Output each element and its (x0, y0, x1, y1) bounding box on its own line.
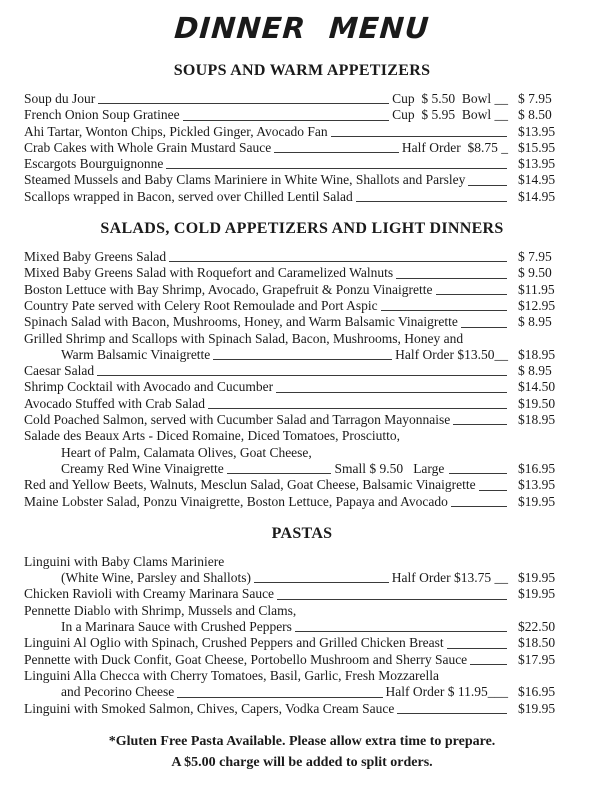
item-price: $ 8.95 (518, 363, 552, 379)
menu-item-line (24, 586, 562, 602)
leader-line (468, 172, 507, 185)
leader-line (331, 124, 507, 137)
menu-item (24, 156, 562, 172)
menu-item-line (24, 461, 562, 477)
item-option-price: Cup $ 5.95 Bowl __ (392, 107, 508, 123)
menu-item-line (24, 668, 562, 684)
menu-item (24, 314, 562, 330)
item-option-price: Small $ 9.50 Large (334, 460, 445, 476)
menu-item (24, 428, 562, 477)
menu-item-line (24, 570, 562, 586)
item-price: $15.95 (518, 139, 556, 155)
menu-item-list (0, 249, 604, 510)
item-name: Cold Poached Salmon, served with Cucumber Salad and Tarragon Mayonnaise (24, 412, 451, 428)
leader-line (451, 494, 507, 507)
menu-item (24, 379, 562, 395)
item-price: $17.95 (518, 651, 556, 667)
menu-item (24, 701, 562, 717)
menu-item-line (24, 494, 562, 510)
item-name: Maine Lobster Salad, Ponzu Vinaigrette, Boston Lettuce, Papaya and Avocado (24, 493, 448, 509)
menu-item (24, 282, 562, 298)
leader-line (177, 684, 382, 697)
leader-line (183, 107, 390, 120)
menu-item-line (24, 477, 562, 493)
item-option-price: Half Order $13.75 __ (391, 570, 508, 586)
menu-item-line (24, 265, 562, 281)
menu-item (24, 668, 562, 701)
item-price: $19.95 (518, 570, 556, 586)
leader-line (276, 379, 507, 392)
item-price: $ 9.50 (518, 265, 552, 281)
menu-item-line (24, 189, 562, 205)
item-price: $ 7.95 (518, 91, 552, 106)
leader-line (381, 298, 507, 311)
menu-item (24, 603, 562, 636)
menu-item (24, 249, 562, 265)
menu-item-line (24, 412, 562, 428)
leader-line (227, 461, 332, 474)
menu-item-line (24, 363, 562, 379)
item-name: Ahi Tartar, Wonton Chips, Pickled Ginger, Avocado Fan (24, 123, 328, 139)
menu-item (24, 412, 562, 428)
item-option-price: Half Order $8.75 _ (401, 139, 508, 155)
item-price: $18.95 (518, 346, 556, 362)
leader-line (274, 140, 399, 153)
menu-item-line (24, 107, 562, 123)
menu-item-line (24, 652, 562, 668)
item-name: Shrimp Cocktail with Avocado and Cucumber (24, 379, 274, 395)
section-heading: PASTAS (271, 524, 333, 542)
item-name: Caesar Salad (24, 363, 95, 379)
leader-line (254, 570, 389, 583)
menu-item-line (24, 140, 562, 156)
gluten-free-note: *Gluten Free Pasta Available. Please allow extra time to prepare. (108, 733, 496, 749)
item-name: Red and Yellow Beets, Walnuts, Mesclun Salad, Goat Cheese, Balsamic Vinaigrette (24, 477, 476, 493)
leader-line (169, 249, 507, 262)
menu-section (0, 220, 604, 510)
menu-item (24, 586, 562, 602)
item-option-price: Cup $ 5.50 Bowl __ (392, 91, 508, 106)
item-name: Mixed Baby Greens Salad (24, 249, 167, 265)
leader-line (356, 189, 507, 202)
leader-line (396, 265, 507, 278)
item-price: $13.95 (518, 123, 556, 139)
item-name: Linguini with Smoked Salmon, Chives, Capers, Vodka Cream Sauce (24, 700, 395, 716)
menu-item (24, 298, 562, 314)
menu-item (24, 477, 562, 493)
item-price: $16.95 (518, 460, 556, 476)
menu-item (24, 363, 562, 379)
footer-notes (0, 731, 604, 773)
menu-item (24, 91, 562, 107)
menu-item (24, 172, 562, 188)
item-name: Linguini Al Oglio with Spinach, Crushed Peppers and Grilled Chicken Breast (24, 635, 444, 651)
leader-line (436, 282, 508, 295)
item-price: $22.50 (518, 619, 556, 635)
split-order-note: A $5.00 charge will be added to split orders. (171, 754, 433, 770)
item-price: $19.95 (518, 586, 556, 602)
menu-item (24, 107, 562, 123)
menu-item-line (24, 282, 562, 298)
menu-item-line (24, 396, 562, 412)
menu-item-list (0, 91, 604, 205)
item-price: $19.50 (518, 395, 556, 411)
item-name: Steamed Mussels and Baby Clams Mariniere in White Wine, Shallots and Parsley (24, 172, 466, 188)
item-name: Pennette with Duck Confit, Goat Cheese, Portobello Mushroom and Sherry Sauce (24, 651, 468, 667)
item-price: $13.95 (518, 477, 556, 493)
item-name: Boston Lettuce with Bay Shrimp, Avocado, Grapefruit & Ponzu Vinaigrette (24, 281, 433, 297)
menu-item (24, 189, 562, 205)
menu-item-line (24, 156, 562, 172)
item-name: Salade des Beaux Arts - Diced Romaine, Diced Tomatoes, Prosciutto, (24, 428, 400, 444)
menu-item-line (24, 554, 562, 570)
menu-item (24, 265, 562, 281)
menu-item-line (24, 603, 562, 619)
menu-item-list (0, 554, 604, 717)
menu-item-line (24, 124, 562, 140)
item-name: Grilled Shrimp and Scallops with Spinach Salad, Bacon, Mushrooms, Honey and (24, 330, 464, 346)
item-price: $16.95 (518, 684, 556, 700)
item-name: Country Pate served with Celery Root Remoulade and Port Aspic (24, 297, 378, 313)
item-price: $19.95 (518, 493, 556, 509)
item-name: French Onion Soup Gratinee (24, 107, 180, 123)
menu-item-line (24, 347, 562, 363)
item-name: Linguini with Baby Clams Mariniere (24, 553, 225, 569)
item-name: Heart of Palm, Calamata Olives, Goat Cheese, (61, 444, 312, 460)
menu-item-line (24, 445, 562, 461)
section-heading: SOUPS AND WARM APPETIZERS (173, 62, 431, 79)
item-name: Creamy Red Wine Vinaigrette (61, 460, 224, 476)
leader-line (166, 156, 507, 169)
item-name: Avocado Stuffed with Crab Salad (24, 395, 205, 411)
leader-line (208, 396, 507, 409)
menu-item (24, 140, 562, 156)
item-name: Scallops wrapped in Bacon, served over Chilled Lentil Salad (24, 188, 353, 204)
item-price: $ 8.50 (518, 107, 552, 123)
item-name: (White Wine, Parsley and Shallots) (61, 570, 252, 586)
item-price: $ 8.95 (518, 314, 552, 330)
item-name: Crab Cakes with Whole Grain Mustard Sauce (24, 139, 272, 155)
section-heading: SALADS, COLD APPETIZERS AND LIGHT DINNERS (100, 220, 504, 238)
item-price: $18.50 (518, 635, 556, 651)
item-price: $12.95 (518, 297, 556, 313)
leader-line (447, 635, 507, 648)
leader-line (295, 619, 507, 632)
item-price: $19.95 (518, 700, 556, 716)
item-price: $14.95 (518, 172, 556, 188)
item-price: $ 7.95 (518, 249, 552, 265)
menu-item-line (24, 331, 562, 347)
menu-item-line (24, 635, 562, 651)
item-price: $14.95 (518, 188, 556, 204)
item-name: Escargots Bourguignonne (24, 156, 164, 172)
menu-item-line (24, 379, 562, 395)
menu-item-line (24, 701, 562, 717)
item-name: Soup du Jour (24, 91, 96, 106)
menu-item (24, 635, 562, 651)
item-name: Chicken Ravioli with Creamy Marinara Sauce (24, 586, 275, 602)
menu-section (0, 525, 604, 717)
leader-line (470, 652, 507, 665)
menu-item-line (24, 172, 562, 188)
page-title: DINNER MENU (173, 11, 431, 45)
leader-line (461, 314, 507, 327)
menu-item-line (24, 298, 562, 314)
leader-line (277, 586, 507, 599)
menu-item (24, 396, 562, 412)
leader-line (479, 477, 507, 490)
item-name: Pennette Diablo with Shrimp, Mussels and Clams, (24, 602, 297, 618)
item-name: Mixed Baby Greens Salad with Roquefort and Caramelized Walnuts (24, 265, 394, 281)
item-name: Warm Balsamic Vinaigrette (61, 346, 211, 362)
leader-line (453, 412, 507, 425)
menu-item-line (24, 619, 562, 635)
item-price: $13.95 (518, 156, 556, 172)
menu-item (24, 331, 562, 364)
leader-line (98, 91, 389, 104)
menu-item (24, 652, 562, 668)
menu-sections (0, 62, 604, 717)
leader-line (213, 347, 392, 360)
menu-item-line (24, 314, 562, 330)
menu-section (0, 62, 604, 205)
menu-item-line (24, 428, 562, 444)
item-option-price: Half Order $ 11.95___ (385, 684, 508, 700)
menu-item (24, 124, 562, 140)
item-name: In a Marinara Sauce with Crushed Peppers (61, 619, 292, 635)
menu-item (24, 554, 562, 587)
item-name: Linguini Alla Checca with Cherry Tomatoes, Basil, Garlic, Fresh Mozzarella (24, 667, 439, 683)
menu-item-line (24, 249, 562, 265)
menu-item-line (24, 91, 562, 107)
item-price: $18.95 (518, 412, 556, 428)
item-price: $11.95 (518, 281, 555, 297)
leader-line (449, 461, 507, 474)
menu-item-line (24, 684, 562, 700)
item-name: Spinach Salad with Bacon, Mushrooms, Honey, and Warm Balsamic Vinaigrette (24, 314, 458, 330)
item-option-price: Half Order $13.50__ (395, 346, 508, 362)
item-name: and Pecorino Cheese (61, 684, 175, 700)
item-price: $14.50 (518, 379, 556, 395)
leader-line (397, 701, 507, 714)
menu-item (24, 494, 562, 510)
leader-line (97, 363, 507, 376)
